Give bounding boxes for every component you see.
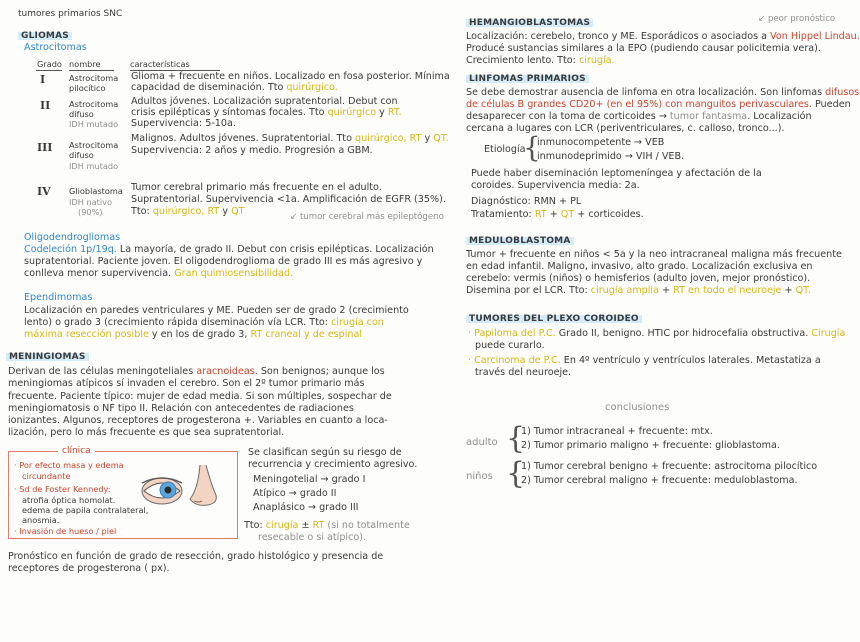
linfomas-text: de células B grandes CD20+ (en el 95%) con manguitos perivasculares. Pueden (466, 99, 851, 110)
epend-text: lento) o grado 3 (crecimiento rápida diseminación vía LCR. Tto: cirugía con (24, 317, 384, 328)
grade-i: I (40, 73, 46, 86)
clinica-item: · Por efecto masa y edema (14, 460, 124, 470)
row-text: Supervivencia: 5-10a. (131, 118, 236, 129)
row-name: IDH mutado (69, 161, 119, 171)
grade-iv: IV (37, 185, 51, 198)
medulo-text: Disemina por el LCR. Tto: cirugía amplia + RT en todo el neuroeje + QT. (466, 285, 811, 296)
row-name: difuso (69, 150, 94, 160)
col-nombre-header: nombre (69, 59, 101, 69)
plexo-text: · Papiloma del P.C. Grado II, benigno. HTIC por hidrocefalia obstructiva. Cirugía (468, 328, 846, 339)
meduloblastoma-heading: MEDULOBLASTOMA (466, 236, 574, 246)
plexo-text: · Carcinoma de P.C. En 4º ventrículo y ventrículos laterales. Metastatiza a (468, 355, 821, 366)
row-text: capacidad de diseminación. Tto quirúrgico. (131, 82, 338, 93)
row-text: Tumor cerebral primario más frecuente en el adulto. (131, 182, 382, 193)
linfomas-text: Puede haber diseminación leptomeníngea y afectación de la (471, 168, 762, 179)
etiologia-brace: { (523, 131, 541, 164)
row-text: Adultos jóvenes. Localización supratentorial. Debut con (131, 96, 398, 107)
meningiomas-heading: MENINGIOMAS (6, 352, 89, 362)
conclusion-item: 1) Tumor cerebral benigno + frecuente: astrocitoma pilocítico (521, 461, 818, 472)
epend-text: máxima resección posible y en los de grado 3, RT craneal y de espinal (24, 329, 363, 340)
header-rule (69, 70, 114, 71)
row-text: Tto: quirúrgico, RT y QT (131, 206, 245, 217)
ependimomas-heading: Ependimomas (24, 292, 93, 303)
pronostico-text: Pronóstico en función de grado de resección, grado histológico y presencia de (8, 551, 384, 562)
epileptogeno-note: ↙ tumor cerebral más epileptógeno (290, 212, 444, 222)
meningioma-text: meningiomas atípicos sí invaden el cerebro. Son el 2º tumor primario más (8, 378, 365, 389)
clinica-item: atrofia óptica homolat. (22, 495, 116, 505)
hemangio-text: Crecimiento lento. Tto: cirugía. (466, 55, 615, 66)
clinica-item: anosmia. (22, 515, 60, 525)
conclusiones-heading: conclusiones (605, 402, 670, 413)
clinica-item: · Invasión de hueso / piel (14, 526, 117, 536)
row-text: crisis epilépticas y síntomas focales. Tto quirúrgico y RT. (131, 107, 402, 118)
linfomas-text: Se debe demostrar ausencia de linfoma en otra localización. Son linfomas difusos (466, 87, 860, 98)
clinica-item: · Sd de Foster Kennedy: (14, 484, 111, 494)
row-name: (90%) (78, 207, 103, 217)
oligodendrogliomas-heading: Oligodendrogliomas (24, 232, 121, 243)
oligo-text: conlleva menor supervivencia. Gran quimiosensibilidad. (24, 268, 294, 279)
linfomas-text: desaparecer con la toma de corticoides → tumor fantasma. Localización (466, 111, 812, 122)
linfomas-heading: LINFOMAS PRIMARIOS (466, 74, 589, 84)
grade-item: Anaplásico → grado III (253, 502, 359, 513)
grade-item: Meningotelial → grado I (253, 474, 366, 485)
meningioma-text: frecuente. Paciente típico: mujer de edad media. Si son múltiples, sospechar de (8, 391, 392, 402)
epend-text: Localización en paredes ventriculares y ME. Pueden ser de grado 2 (crecimiento (24, 305, 409, 316)
meningioma-tto: Tto: cirugía ± RT (si no totalmente (244, 520, 410, 531)
tratamiento-text: Tratamiento: RT + QT + corticoides. (471, 209, 644, 220)
conclusion-item: 1) Tumor intracraneal + frecuente: mtx. (521, 426, 713, 437)
row-name: Astrocitoma (69, 73, 119, 83)
page-title: tumores primarios SNC (18, 9, 123, 19)
clinica-title: clínica (58, 446, 95, 457)
eye-nose-illustration (138, 459, 232, 521)
row-name: difuso (69, 109, 94, 119)
row-name: Astrocitoma (69, 140, 119, 150)
plexo-text: través del neuroeje. (475, 367, 572, 378)
etiologia-item: inmunodeprimido → VIH / VEB. (537, 151, 685, 162)
conclusion-item: 2) Tumor primario maligno + frecuente: glioblastoma. (521, 440, 780, 451)
pronostico-text: receptores de progesterona ( px). (8, 563, 170, 574)
clinica-item: edema de papila contralateral, (22, 505, 149, 515)
row-text: Glioma + frecuente en niños. Localizado en fosa posterior. Mínima (131, 71, 450, 82)
conclusion-item: 2) Tumor cerebral maligno + frecuente: meduloblastoma. (521, 475, 798, 486)
diagnostico-text: Diagnóstico: RMN + PL (471, 196, 582, 207)
plexo-heading: TUMORES DEL PLEXO COROIDEO (466, 314, 642, 324)
ninos-brace: { (506, 456, 526, 491)
row-text: Supratentorial. Supervivencia <1a. Amplificación de EGFR (35%). (131, 194, 446, 205)
hemangio-text: Localización: cerebelo, tronco y ME. Esporádicos o asociados a Von Hippel Lindau. (466, 31, 860, 42)
clasif-text: recurrencia y crecimiento agresivo. (248, 459, 418, 470)
grade-item: Atípico → grado II (253, 488, 337, 499)
etiologia-label: Etiología (484, 144, 526, 155)
meningioma-text: meningiomatosis o NF tipo II. Relación con antecedentes de radiaciones (8, 403, 354, 414)
row-text: Supervivencia: 2 años y medio. Progresión a GBM. (131, 145, 373, 156)
row-name: Astrocitoma (69, 99, 119, 109)
medulo-text: cerebelo: vermis (niños) o hemisferios (adulto joven, mejor pronóstico). (466, 273, 811, 284)
col-grado-header: Grado (37, 59, 62, 69)
row-name: pilocítico (69, 83, 106, 93)
linfomas-text: coroides. Supervivencia media: 2a. (471, 180, 640, 191)
plexo-text: puede curarlo. (475, 340, 545, 351)
col-caracteristicas-header: características (130, 59, 190, 69)
etiologia-item: inmunocompetente → VEB (537, 137, 665, 148)
header-rule (36, 70, 62, 71)
adulto-brace: { (506, 421, 526, 456)
ninos-label: niños (466, 471, 493, 482)
medulo-text: en edad infantil. Maligno, invasivo, alto grado. Localización exclusiva en (466, 261, 813, 272)
row-name: Glioblastoma (69, 186, 123, 196)
astrocitomas-heading: Astrocitomas (24, 42, 87, 53)
meningioma-text: lización, pero lo más frecuente es que sea supratentorial. (8, 427, 285, 438)
row-text: Malignos. Adultos jóvenes. Supratentorial. Tto quirúrgico, RT y QT. (131, 133, 449, 144)
clasif-text: Se clasifican según su riesgo de (248, 447, 402, 458)
clinica-item: circundante (22, 471, 71, 481)
linfomas-text: cercana a lugares con LCR (periventriculares, c. calloso, tronco...). (466, 123, 785, 134)
medulo-text: Tumor + frecuente en niños < 5a y la neo intracraneal maligna más frecuente (466, 249, 842, 260)
meningioma-tto: resecable o si atípico). (258, 532, 367, 543)
hemangioblastomas-heading: HEMANGIOBLASTOMAS (466, 18, 593, 28)
meningioma-text: ionizantes. Algunos, receptores de progesterona +. Variables en cuanto a loca- (8, 415, 388, 426)
grade-ii: II (40, 99, 51, 112)
hemangio-text: Producé sustancias similares a la EPO (pudiendo causar policitemia vera). (466, 43, 821, 54)
adulto-label: adulto (466, 437, 498, 448)
oligo-text: supratentorial. Paciente joven. El oligodendroglioma de grado III es más agresivo y (24, 256, 423, 267)
row-name: IDH mutado (69, 119, 119, 129)
grade-iii: III (37, 141, 53, 154)
peor-pronostico-note: ↙ peor pronóstico (758, 14, 836, 24)
gliomas-heading: GLIOMAS (18, 31, 72, 41)
oligo-text: Codeleción 1p/19q. La mayoría, de grado II. Debut con crisis epilépticas. Localización (24, 244, 434, 255)
meningioma-text: Derivan de las células meningoteliales aracnoideas. Son benignos; aunque los (8, 366, 385, 377)
row-name: IDH nativo (69, 197, 113, 207)
